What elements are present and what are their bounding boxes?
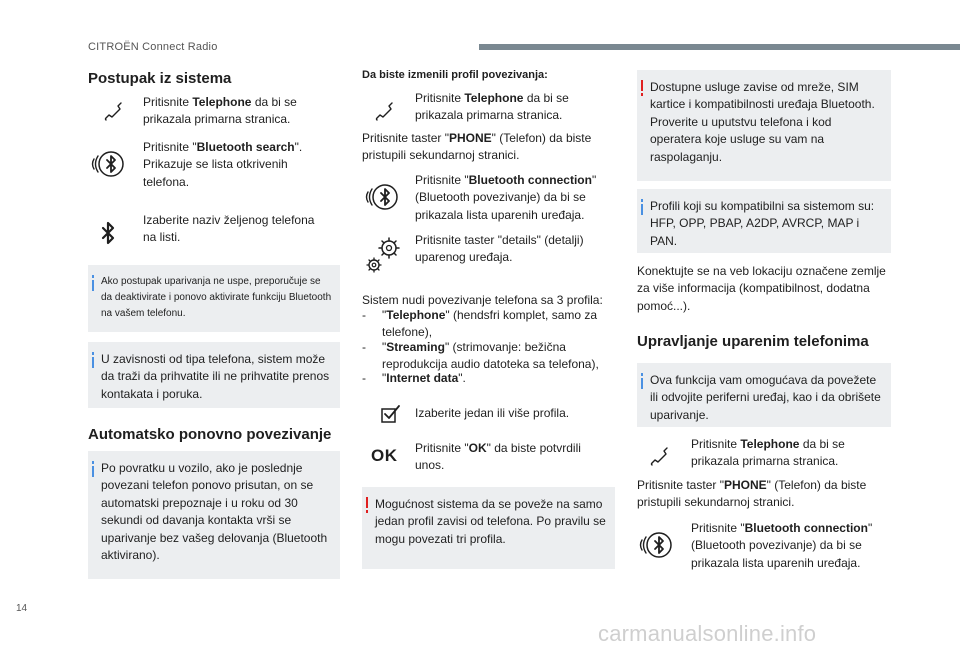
paragraph-website: Konektujte se na veb lokaciju označene zemlje za više informacija (kompatibilnost, dodatna pomoć...).: [637, 264, 886, 313]
info-box-pairing-failed: Ako postupak uparivanja ne uspe, preporučuje se da deaktivirate i ponovo aktivirate funkciju Bluetooth na vašem telefonu.: [88, 265, 340, 332]
phone-icon: [370, 95, 400, 125]
bluetooth-icon: [98, 218, 118, 248]
bluetooth-search-icon: [88, 143, 128, 183]
step-press-details: Pritisnite taster "details" (detalji) uparenog uređaja.: [415, 233, 584, 265]
warning-box-services: Dostupne usluge zavise od mreže, SIM kartice i kompatibilnosti uređaja Bluetooth. Proverite u uputstvu telefona i kod operatera koje usluge su vam na raspolaganju.: [637, 70, 891, 181]
list-dash: -: [362, 308, 366, 322]
phone-icon: [645, 440, 675, 470]
info-icon: [92, 461, 94, 477]
step-press-telephone: Pritisnite Telephone da bi se prikazala primarna stranica.: [415, 91, 569, 123]
warning-icon: [366, 497, 368, 513]
list-dash: -: [362, 371, 366, 385]
details-gears-icon: [364, 233, 404, 275]
list-item-telephone: "Telephone" (hendsfri komplet, samo za telefone),: [382, 308, 598, 340]
info-box-phone-type: U zavisnosti od tipa telefona, sistem može da traži da prihvatite ili ne prihvatite prenos kontakata i poruka.: [88, 342, 340, 408]
paragraph-press-phone: Pritisnite taster "PHONE" (Telefon) da biste pristupili sekundarnoj stranici.: [362, 131, 592, 163]
warning-icon: [641, 80, 643, 96]
info-box-compatible-profiles: Profili koji su kompatibilni sa sistemom su: HFP, OPP, PBAP, A2DP, AVRCP, MAP i PAN.: [637, 189, 891, 253]
list-item-streaming: "Streaming" (strimovanje: bežična reprodukcija audio datoteka sa telefona),: [382, 340, 599, 372]
list-dash: -: [362, 340, 366, 354]
subheading-change-profile: Da biste izmenili profil povezivanja:: [362, 69, 548, 81]
bluetooth-connection-icon: [362, 176, 402, 216]
step-bluetooth-connection: Pritisnite "Bluetooth connection" (Bluetooth povezivanje) da bi se prikazala lista uparenih uređaja.: [415, 173, 597, 222]
paragraph-press-phone: Pritisnite taster "PHONE" (Telefon) da biste pristupili sekundarnoj stranici.: [637, 478, 867, 510]
info-box-auto-reconnect: Po povratku u vozilo, ako je poslednje povezani telefon ponovo prisutan, on se automatski prepoznaje i u roku od 30 sekundi od davanja kontakta vrši se uparivanje bez vašeg delovanja (Bluetooth aktivirano).: [88, 451, 340, 579]
checkbox-icon: [378, 403, 402, 425]
step-press-telephone: Pritisnite Telephone da bi se prikazala primarna stranica.: [143, 95, 297, 127]
watermark: carmanualsonline.info: [598, 621, 817, 646]
header-title: CITROËN Connect Radio: [88, 41, 218, 53]
section-heading-auto-reconnect: Automatsko ponovno povezivanje: [88, 426, 332, 443]
step-select-phone: Izaberite naziv željenog telefona na listi.: [143, 213, 315, 245]
header-bar: [479, 44, 960, 50]
section-heading-manage-phones: Upravljanje uparenim telefonima: [637, 333, 869, 350]
ok-icon: OK: [371, 446, 398, 465]
page-number: 14: [16, 603, 28, 614]
bluetooth-connection-icon: [636, 524, 676, 564]
info-icon: [92, 275, 94, 291]
step-select-profiles: Izaberite jedan ili više profila.: [415, 406, 570, 420]
section-heading-system: Postupak iz sistema: [88, 70, 232, 87]
phone-icon: [99, 95, 129, 125]
paragraph-profiles-intro: Sistem nudi povezivanje telefona sa 3 profila:: [362, 293, 603, 307]
info-icon: [92, 352, 94, 368]
info-icon: [641, 373, 643, 389]
step-press-ok: Pritisnite "OK" da biste potvrdili unos.: [415, 441, 581, 473]
info-box-manage: Ova funkcija vam omogućava da povežete ili odvojite periferni uređaj, kao i da obrišete uparivanje.: [637, 363, 891, 427]
info-icon: [641, 199, 643, 215]
list-item-internet-data: "Internet data".: [382, 371, 466, 385]
warning-box-profile: Mogućnost sistema da se poveže na samo jedan profil zavisi od telefona. Po pravilu se mogu povezati tri profila.: [362, 487, 615, 569]
step-bluetooth-connection: Pritisnite "Bluetooth connection" (Bluetooth povezivanje) da bi se prikazala lista uparenih uređaja.: [691, 521, 873, 570]
step-press-telephone: Pritisnite Telephone da bi se prikazala primarna stranica.: [691, 437, 845, 469]
step-bluetooth-search: Pritisnite "Bluetooth search". Prikazuje se lista otkrivenih telefona.: [143, 140, 303, 189]
